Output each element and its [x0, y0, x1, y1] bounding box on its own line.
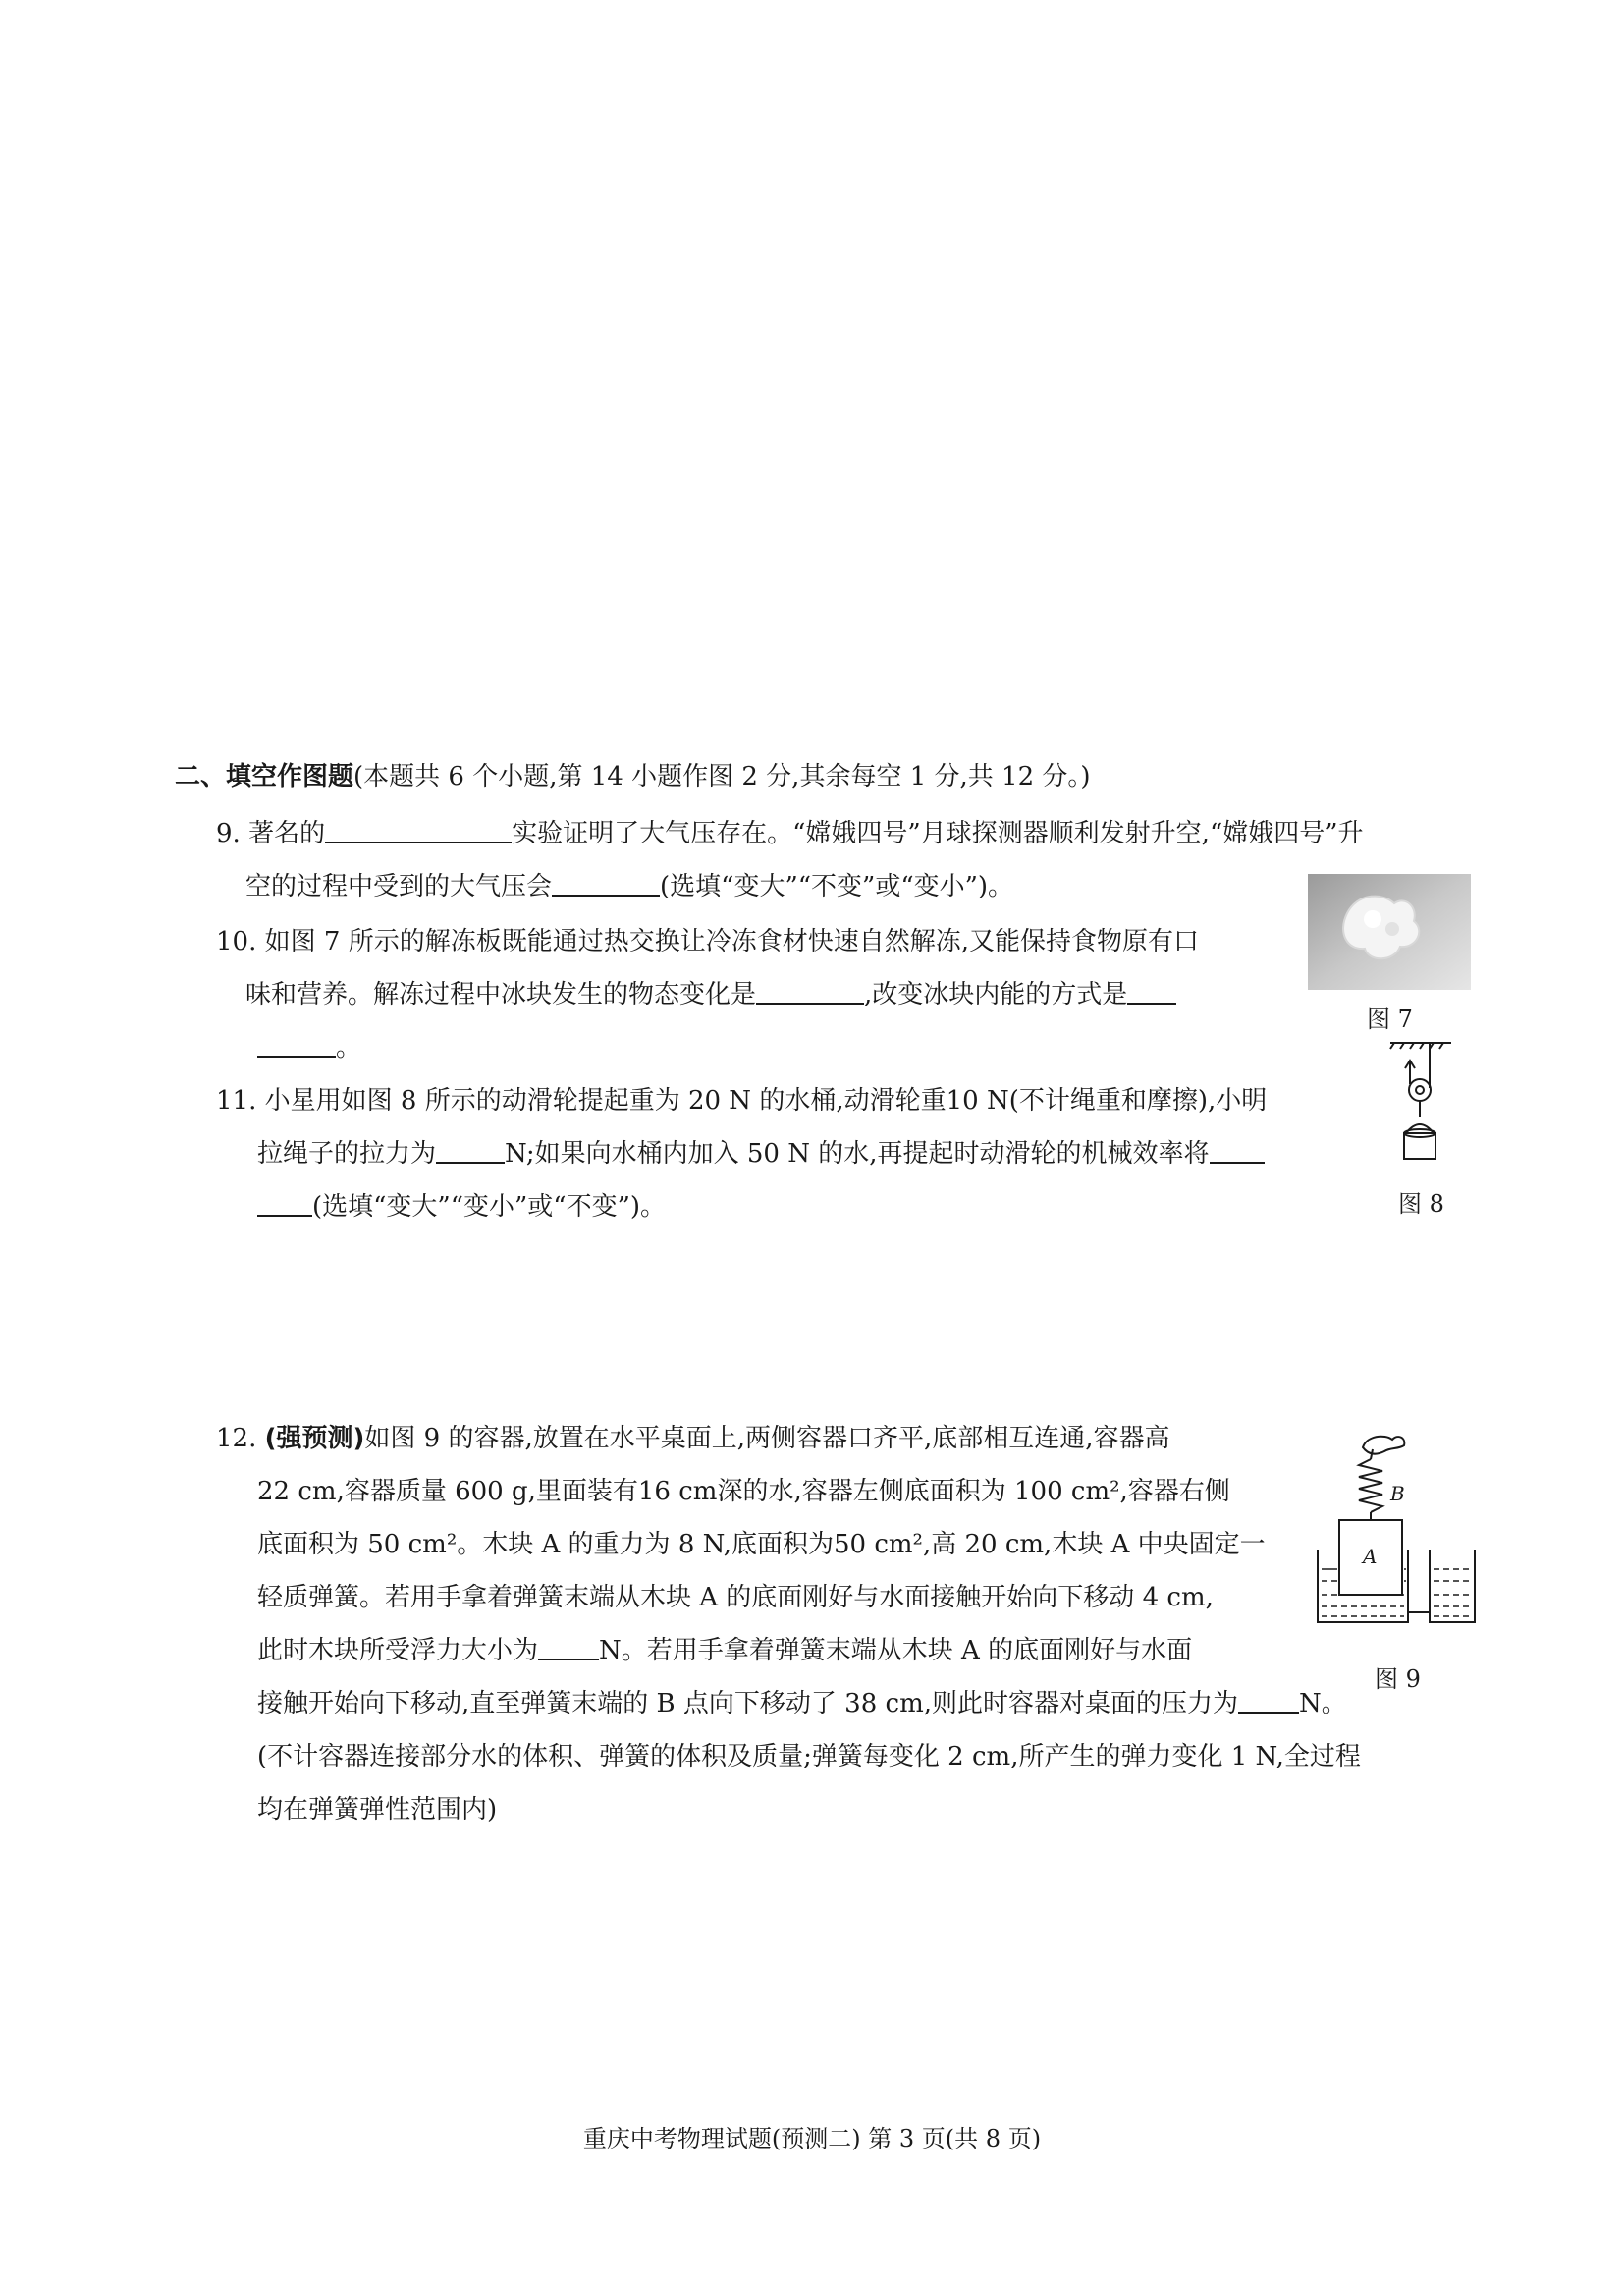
q9-text: (选填“变大”“不变”或“变小”)。: [660, 872, 1014, 901]
answer-blank[interactable]: [538, 1635, 599, 1660]
answer-blank[interactable]: [257, 1191, 312, 1217]
question-9-line-2: [245, 868, 1013, 905]
question-number: 9.: [216, 819, 241, 848]
figure-9-connected-containers: [1314, 1430, 1479, 1640]
q10-text: ,改变冰块内能的方式是: [864, 980, 1128, 1009]
question-11-line-1: [216, 1082, 1267, 1119]
q9-text: 空的过程中受到的大气压会: [245, 872, 553, 901]
question-12-line-8: 均在弹簧弹性范围内): [257, 1795, 498, 1824]
figure-7-caption: 图 7: [1367, 1006, 1413, 1033]
q11-text: N;如果向水桶内加入 50 N 的水,再提起时动滑轮的机械效率将: [505, 1139, 1210, 1169]
q10-text: 味和营养。解冻过程中冰块发生的物态变化是: [245, 980, 757, 1009]
q12-text: 接触开始向下移动,直至弹簧末端的 B 点向下移动了 38 cm,则此时容器对桌面的压力为: [257, 1689, 1238, 1718]
q11-text: 拉绳子的拉力为: [257, 1139, 437, 1169]
answer-blank[interactable]: [756, 979, 864, 1005]
q11-text: (选填“变大”“变小”或“不变”)。: [312, 1192, 667, 1222]
answer-blank[interactable]: [1127, 979, 1176, 1005]
question-number: 12.: [216, 1424, 257, 1453]
q12-text: 如图 9 的容器,放置在水平桌面上,两侧容器口齐平,底部相互连通,容器高: [364, 1424, 1170, 1453]
figure-9-caption: 图 9: [1375, 1665, 1421, 1693]
section-note: (本题共 6 个小题,第 14 小题作图 2 分,其余每空 1 分,共 12 分。): [353, 762, 1091, 791]
question-11-line-2: [257, 1135, 1265, 1172]
q10-text: 。: [336, 1033, 362, 1062]
question-10-line-3: [257, 1029, 361, 1066]
question-11-line-3: [257, 1188, 666, 1225]
question-12-line-2: 22 cm,容器质量 600 g,里面装有16 cm深的水,容器左侧底面积为 100 cm²,容器右侧: [257, 1477, 1230, 1506]
figure-8-movable-pulley: [1386, 1039, 1455, 1182]
q11-text: 小星用如图 8 所示的动滑轮提起重为 20 N 的水桶,动滑轮重10 N(不计绳重和摩擦),小明: [264, 1086, 1268, 1115]
question-12-line-4: 轻质弹簧。若用手拿着弹簧末端从木块 A 的底面刚好与水面接触开始向下移动 4 cm,: [257, 1583, 1214, 1612]
figure-7-thaw-plate-photo: [1308, 874, 1471, 990]
q12-text: 此时木块所受浮力大小为: [257, 1636, 539, 1665]
q12-text: N。若用手拿着弹簧末端从木块 A 的底面刚好与水面: [599, 1636, 1193, 1665]
answer-blank[interactable]: [552, 871, 660, 897]
answer-blank[interactable]: [1210, 1138, 1265, 1164]
question-12-line-7: (不计容器连接部分水的体积、弹簧的体积及质量;弹簧每变化 2 cm,所产生的弹力变化 1 N,全过程: [257, 1742, 1361, 1771]
question-10-line-2: [245, 976, 1176, 1013]
q12-text: N。: [1299, 1689, 1347, 1718]
question-number: 10.: [216, 927, 257, 956]
question-12-line-5: [257, 1632, 1192, 1669]
section-title: 二、填空作图题: [175, 762, 354, 791]
answer-blank[interactable]: [436, 1138, 505, 1164]
answer-blank[interactable]: [1238, 1688, 1299, 1714]
figure-9-label-A: A: [1363, 1545, 1378, 1568]
q9-text: 实验证明了大气压存在。“嫦娥四号”月球探测器顺利发射升空,“嫦娥四号”升: [512, 819, 1364, 848]
q9-text: 著名的: [248, 819, 326, 848]
q10-text: 如图 7 所示的解冻板既能通过热交换让冷冻食材快速自然解冻,又能保持食物原有口: [264, 927, 1199, 956]
answer-blank[interactable]: [325, 818, 512, 843]
question-10-line-1: [216, 923, 1199, 960]
answer-blank[interactable]: [257, 1032, 336, 1058]
page-footer: 重庆中考物理试题(预测二) 第 3 页(共 8 页): [582, 2125, 1042, 2152]
question-12-line-6: [257, 1685, 1347, 1722]
question-12-line-1: [216, 1420, 1170, 1457]
figure-9-label-B: B: [1390, 1482, 1405, 1505]
question-12-line-3: 底面积为 50 cm²。木块 A 的重力为 8 N,底面积为50 cm²,高 20 cm,木块 A 中央固定一: [257, 1530, 1266, 1559]
section-heading: [175, 758, 1091, 795]
figure-8-caption: 图 8: [1398, 1190, 1444, 1218]
strong-prediction-tag: (强预测): [264, 1424, 365, 1453]
question-9-line-1: [216, 815, 1364, 852]
question-number: 11.: [216, 1086, 257, 1115]
